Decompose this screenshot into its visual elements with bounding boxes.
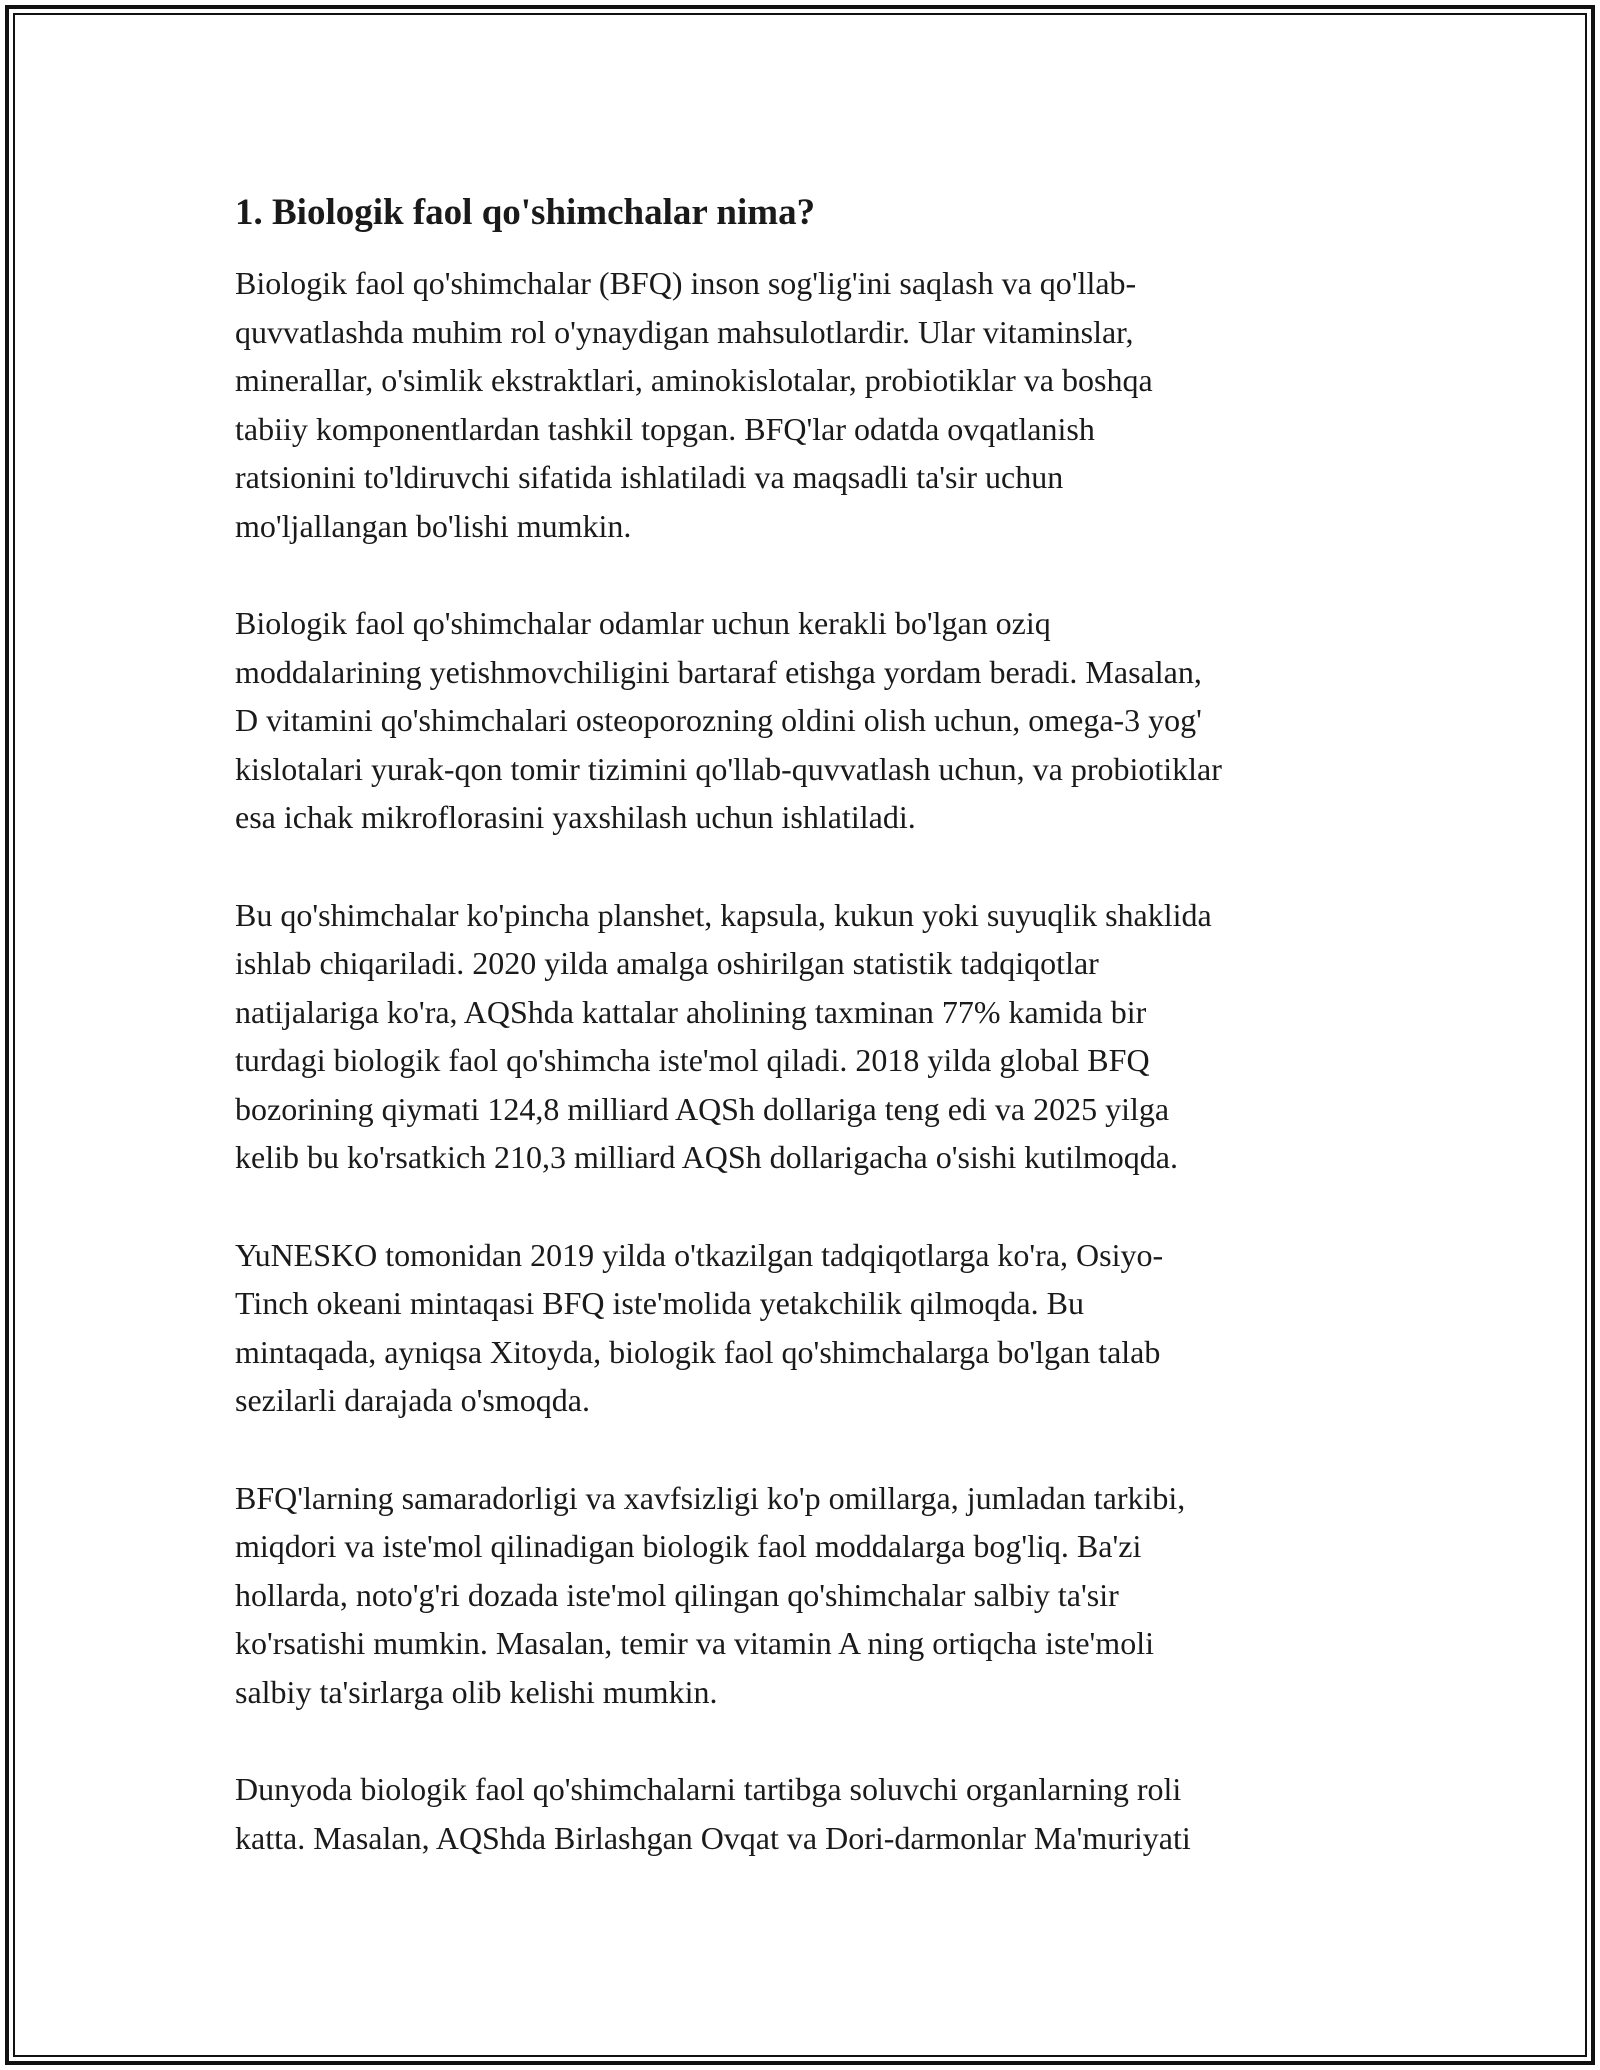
text-line: hollarda, noto'g'ri dozada iste'mol qilingan qo'shimchalar salbiy ta'sir — [235, 1576, 1119, 1613]
text-line: ishlab chiqariladi. 2020 yilda amalga oshirilgan statistik tadqiqotlar — [235, 945, 1099, 982]
text-line: Dunyoda biologik faol qo'shimchalarni tartibga soluvchi organlarning roli — [235, 1771, 1182, 1808]
text-line: mo'ljallangan bo'lishi mumkin. — [235, 507, 632, 544]
text-line: Bu qo'shimchalar ko'pincha planshet, kapsula, kukun yoki suyuqlik shaklida — [235, 896, 1212, 933]
text-line: mintaqada, ayniqsa Xitoyda, biologik faol qo'shimchalarga bo'lgan talab — [235, 1333, 1161, 1370]
paragraph-4 — [235, 1231, 1375, 1425]
text-line: BFQ'larning samaradorligi va xavfsizligi ko'p omillarga, jumladan tarkibi, — [235, 1479, 1186, 1516]
text-line: bozorining qiymati 124,8 milliard AQSh dollariga teng edi va 2025 yilga — [235, 1090, 1170, 1127]
paragraph-6 — [235, 1765, 1375, 1862]
text-line: turdagi biologik faol qo'shimcha iste'mol qiladi. 2018 yilda global BFQ — [235, 1042, 1150, 1079]
text-line: YuNESKO tomonidan 2019 yilda o'tkazilgan tadqiqotlarga ko'ra, Osiyo- — [235, 1236, 1164, 1273]
text-line: sezilarli darajada o'smoqda. — [235, 1382, 590, 1419]
text-line: minerallar, o'simlik ekstraktlari, aminokislotalar, probiotiklar va boshqa — [235, 362, 1153, 399]
text-line: moddalarining yetishmovchiligini bartaraf etishga yordam beradi. Masalan, — [235, 653, 1202, 690]
text-line: kislotalari yurak-qon tomir tizimini qo'llab-quvvatlash uchun, va probiotiklar — [235, 750, 1222, 787]
text-line: Biologik faol qo'shimchalar odamlar uchun kerakli bo'lgan oziq — [235, 605, 1051, 642]
paragraph-2 — [235, 599, 1375, 842]
text-line: ko'rsatishi mumkin. Masalan, temir va vitamin A ning ortiqcha iste'moli — [235, 1625, 1154, 1662]
text-line: esa ichak mikroflorasini yaxshilash uchun ishlatiladi. — [235, 799, 916, 836]
text-line: natijalariga ko'ra, AQShda kattalar aholining taxminan 77% kamida bir — [235, 993, 1147, 1030]
text-line: Biologik faol qo'shimchalar (BFQ) inson sog'lig'ini saqlash va qo'llab- — [235, 265, 1137, 302]
text-line: Tinch okeani mintaqasi BFQ iste'molida yetakchilik qilmoqda. Bu — [235, 1285, 1084, 1322]
section-heading: 1. Biologik faol qo'shimchalar nima? — [235, 192, 816, 233]
paragraph-1 — [235, 259, 1375, 550]
text-line: D vitamini qo'shimchalari osteoporozning oldini olish uchun, omega-3 yog' — [235, 702, 1202, 739]
text-line: katta. Masalan, AQShda Birlashgan Ovqat va Dori-darmonlar Ma'muriyati — [235, 1819, 1191, 1856]
paragraph-5 — [235, 1474, 1375, 1717]
text-line: miqdori va iste'mol qilinadigan biologik faol moddalarga bog'liq. Ba'zi — [235, 1528, 1142, 1565]
text-line: tabiiy komponentlardan tashkil topgan. BFQ'lar odatda ovqatlanish — [235, 410, 1095, 447]
paragraph-3 — [235, 891, 1375, 1182]
text-line: quvvatlashda muhim rol o'ynaydigan mahsulotlardir. Ular vitaminslar, — [235, 313, 1134, 350]
text-line: salbiy ta'sirlarga olib kelishi mumkin. — [235, 1673, 718, 1710]
document-body — [235, 185, 1375, 1911]
text-line: kelib bu ko'rsatkich 210,3 milliard AQSh dollarigacha o'sishi kutilmoqda. — [235, 1139, 1178, 1176]
text-line: ratsionini to'ldiruvchi sifatida ishlatiladi va maqsadli ta'sir uchun — [235, 459, 1064, 496]
